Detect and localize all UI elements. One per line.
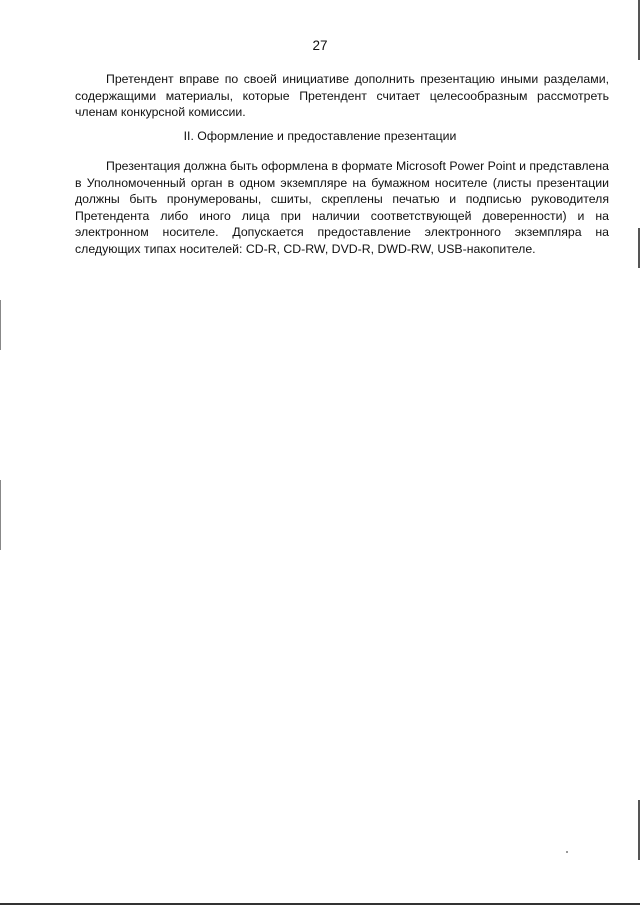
page-number: 27	[312, 38, 328, 53]
formatting-paragraph: Презентация должна быть оформлена в формате Microsoft Power Point и представлена в Уполномоченный орган в одном экземпляре на бумажном носителе (листы презентации должны быть пронумерованы, сшиты, скреплены печатью и подписью руководителя Претендента либо иного лица при наличии соответствующей доверенности) и на электронном носителе. Допускается предоставление электронного экземпляра на следующих типах носителей: CD-R, CD-RW, DVD-R, DWD-RW, USB-накопителе.	[75, 159, 609, 256]
section-heading: II. Оформление и предоставление презентации	[183, 129, 457, 143]
intro-paragraph: Претендент вправе по своей инициативе дополнить презентацию иными разделами, содержащими материалы, которые Претендент считает целесообразным рассмотреть членам конкурсной комиссии.	[75, 72, 609, 120]
scan-speck	[566, 851, 568, 853]
scan-edge-mark	[0, 300, 1, 350]
scan-edge-mark	[0, 480, 1, 550]
